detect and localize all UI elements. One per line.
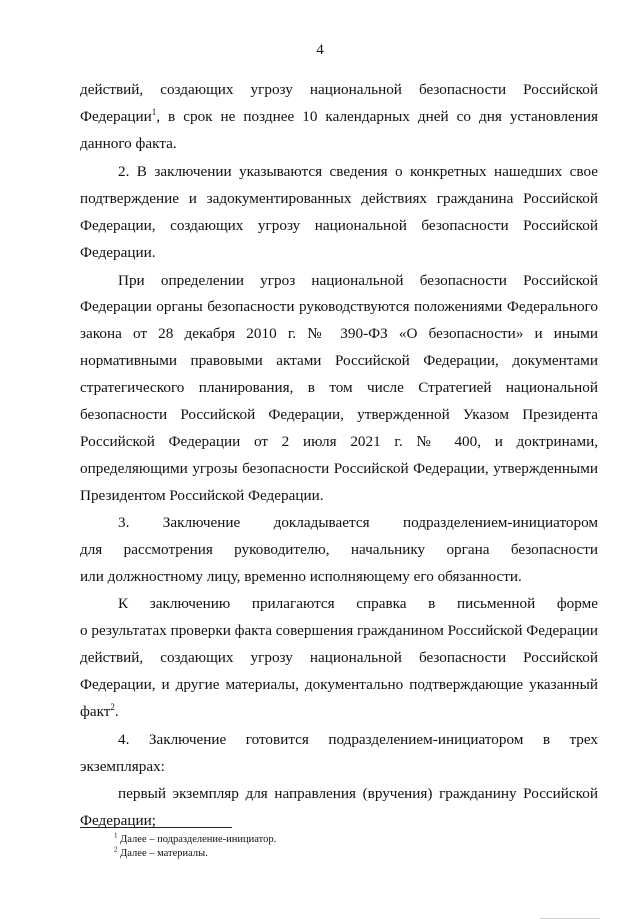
text-line: экземплярах: [80,758,165,775]
footnote-ref: 2 [110,701,115,712]
footnote: $^1$ Далее – подразделение-инициатор. [114,831,277,845]
text-line: данного факта. [80,135,177,152]
text-line: 2. В заключении указываются сведения о конкретных нашедших свое [118,163,598,180]
text-line: или должностному лицу, временно исполняющему его обязанности. [80,568,522,585]
text-line: безопасности Российской Федерации, утвержденной Указом Президента [80,406,598,423]
text-line: Федерации органы безопасности руководствуются положениями Федерального [80,298,598,315]
text-line: Федерации, и другие материалы, документально подтверждающие указанный [80,676,598,693]
text-line: Федерации, создающих угрозу национальной безопасности Российской [80,217,598,234]
text-line: стратегического планирования, в том числе Стратегией национальной [80,379,598,396]
text-line: 4. Заключение готовится подразделением-инициатором в трех [118,731,598,748]
text-line: Президентом Российской Федерации. [80,487,324,504]
text-line: Российской Федерации от 2 июля 2021 г. № 400, и доктринами, [80,433,598,450]
text-line: К заключению прилагаются справка в письменной форме [118,595,598,612]
text-line: 3. Заключение докладывается подразделением-инициатором [118,514,598,531]
footnote-separator [80,827,232,828]
text-line: действий, создающих угрозу национальной безопасности Российской [80,649,598,666]
text-line: для рассмотрения руководителю, начальнику органа безопасности [80,541,598,558]
text-line: о результатах проверки факта совершения гражданином Российской Федерации [80,622,598,639]
text-line: закона от 28 декабря 2010 г. № 390-ФЗ «О безопасности» и иными [80,325,598,342]
footnote-ref: 1 [151,106,157,117]
text-line: Федерации; [80,812,156,829]
text-line: При определении угроз национальной безопасности Российской [118,272,598,289]
text-line: подтверждение и задокументированных действиях гражданина Российской [80,190,598,207]
text-line: Федерации$^1$, в срок не позднее 10 календарных дней со дня установления [80,106,598,125]
text-line: первый экземпляр для направления (вручения) гражданину Российской [118,785,598,802]
footnote: $^2$ Далее – материалы. [114,845,208,859]
text-line: действий, создающих угрозу национальной безопасности Российской [80,81,598,98]
page-number: 4 [316,42,324,58]
text-line: определяющими угрозы безопасности Российской Федерации, утвержденными [80,460,598,477]
text-line: факт$^2$. [80,701,119,720]
text-line: нормативными правовыми актами Российской Федерации, документами [80,352,598,369]
text-line: Федерации. [80,244,156,261]
